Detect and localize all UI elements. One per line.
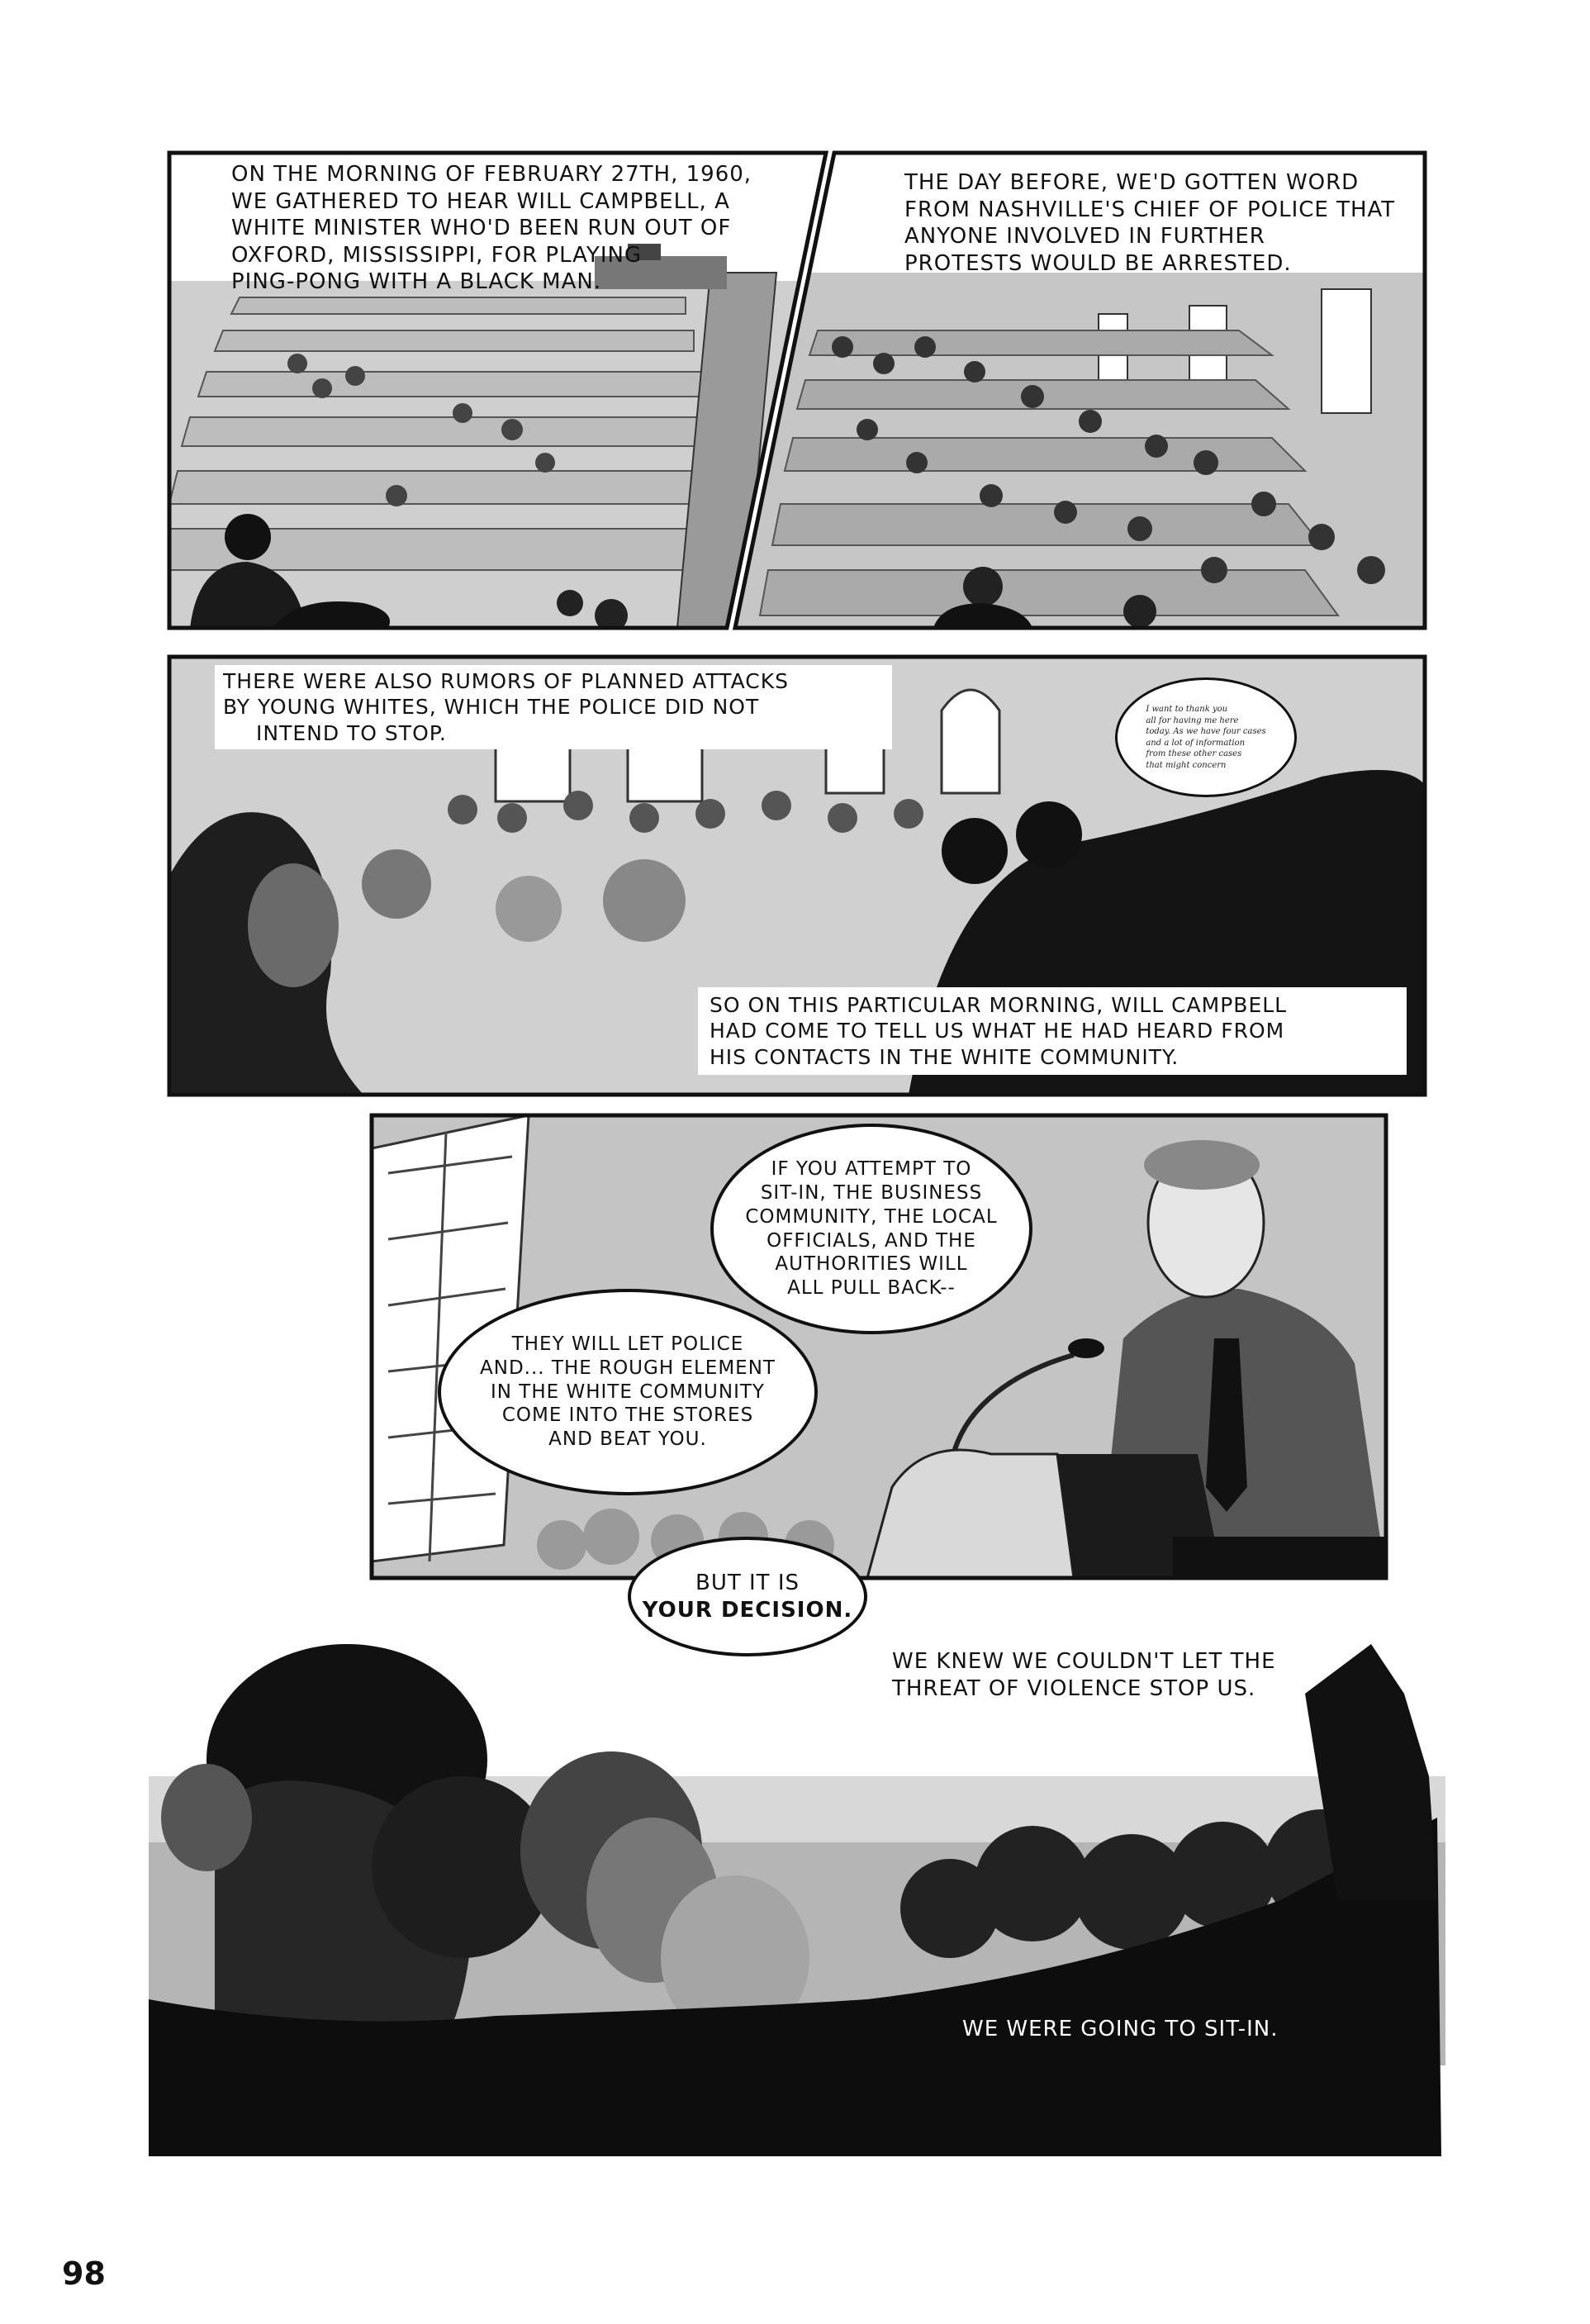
caption-line: WHITE MINISTER WHO'D BEEN RUN OUT OF <box>231 216 732 240</box>
caption-line: ANYONE INVOLVED IN FURTHER <box>904 224 1265 249</box>
caption-line: FROM NASHVILLE'S CHIEF OF POLICE THAT <box>904 197 1396 222</box>
caption-line: BY YOUNG WHITES, WHICH THE POLICE DID NOT <box>223 695 760 720</box>
bubble-line: OFFICIALS, AND THE <box>767 1229 976 1252</box>
caption-line: THREAT OF VIOLENCE STOP US. <box>892 1675 1256 1701</box>
scribble-line: all for having me here <box>1146 715 1239 725</box>
caption-line: THERE WERE ALSO RUMORS OF PLANNED ATTACKS <box>223 669 790 693</box>
bubble-line: AND... THE ROUGH ELEMENT <box>480 1357 776 1379</box>
caption-line: HAD COME TO TELL US WHAT HE HAD HEARD FROM <box>710 1019 1285 1043</box>
bubble-line: ALL PULL BACK-- <box>787 1277 956 1299</box>
speech-bubble-authorities <box>710 1124 1032 1334</box>
caption-line: ON THE MORNING OF FEBRUARY 27TH, 1960, <box>231 162 752 187</box>
bubble-line: COME INTO THE STORES <box>501 1404 754 1427</box>
scribble-line: from these other cases <box>1146 749 1242 758</box>
bubble-line: SIT-IN, THE BUSINESS <box>760 1182 983 1204</box>
bubble-line: COMMUNITY, THE LOCAL <box>745 1205 998 1228</box>
bubble-line: THEY WILL LET POLICE <box>511 1333 744 1356</box>
panel-5-caption <box>892 1648 1355 1702</box>
bubble-line: AND BEAT YOU. <box>548 1428 707 1451</box>
panel-2-caption <box>904 169 1433 277</box>
caption-line: SO ON THIS PARTICULAR MORNING, WILL CAMPBELL <box>710 993 1288 1017</box>
speech-bubble-your-decision <box>628 1537 867 1656</box>
caption-line: WE KNEW WE COULDN'T LET THE <box>892 1649 1276 1674</box>
panel-5-caption-bottom: WE WERE GOING TO SIT-IN. <box>962 2017 1279 2041</box>
scribble-line: I want to thank you <box>1146 705 1228 714</box>
bubble-line: IN THE WHITE COMMUNITY <box>491 1381 765 1403</box>
scribble-line: that might concern <box>1146 760 1227 770</box>
panel-3-caption-bottom <box>698 987 1407 1075</box>
panel-3-scribble-bubble <box>1115 677 1297 797</box>
scribble-line: today. As we have four cases <box>1146 727 1266 736</box>
caption-line: INTEND TO STOP. <box>256 720 447 745</box>
panel-3-caption-top <box>215 665 892 749</box>
scribble-line: and a lot of information <box>1146 738 1246 748</box>
speech-bubble-let-police <box>438 1289 818 1495</box>
caption-line: WE GATHERED TO HEAR WILL CAMPBELL, A <box>231 188 730 214</box>
bubble-line: YOUR DECISION. <box>642 1597 853 1623</box>
caption-line: OXFORD, MISSISSIPPI, FOR PLAYING <box>231 242 643 268</box>
panel-1-caption <box>231 161 826 296</box>
caption-line: THE DAY BEFORE, WE'D GOTTEN WORD <box>904 170 1360 195</box>
bubble-line: IF YOU ATTEMPT TO <box>771 1158 972 1181</box>
caption-line: HIS CONTACTS IN THE WHITE COMMUNITY. <box>710 1044 1179 1069</box>
bubble-line: AUTHORITIES WILL <box>775 1253 968 1276</box>
caption-line: PING-PONG WITH A BLACK MAN. <box>231 269 602 294</box>
caption-line: PROTESTS WOULD BE ARRESTED. <box>904 250 1292 276</box>
page-number: 98 <box>62 2255 106 2292</box>
bubble-line: BUT IT IS <box>695 1571 800 1595</box>
